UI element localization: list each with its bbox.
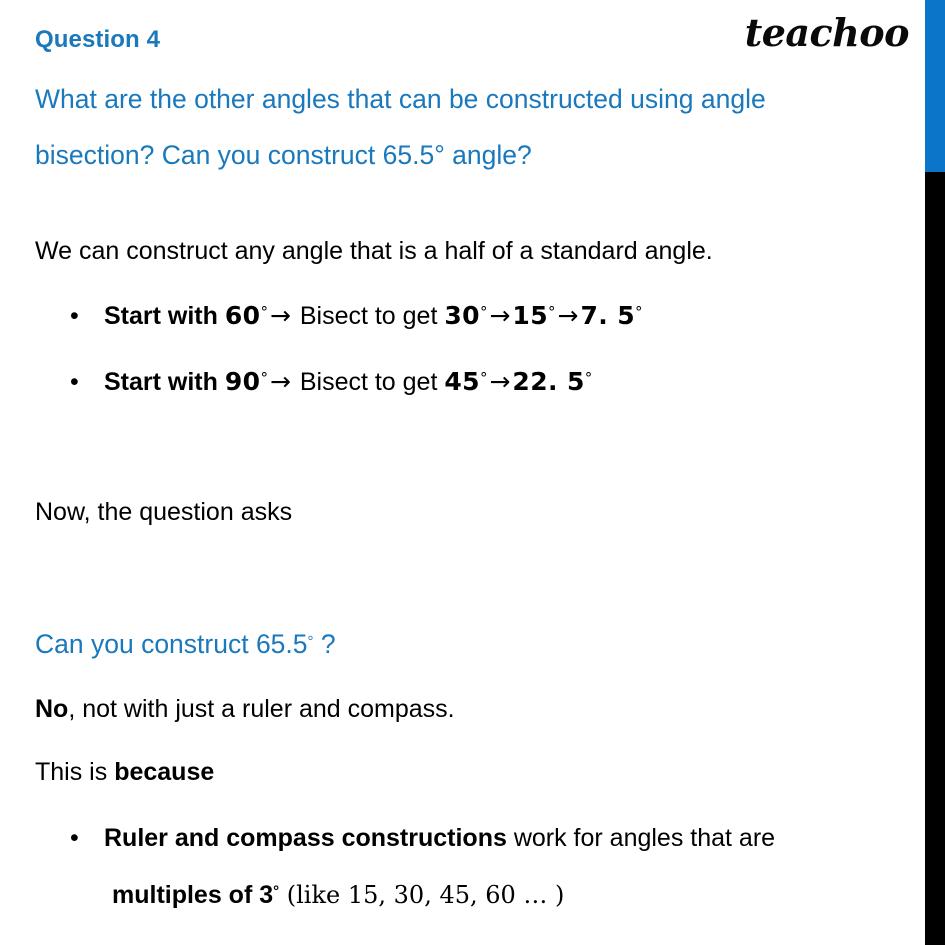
reason-cont-bold: multiples of 3 bbox=[112, 881, 274, 909]
arrow-icon: → bbox=[557, 301, 579, 330]
can-construct-suffix: ? bbox=[313, 629, 336, 659]
bullet-start-with-60 bbox=[70, 301, 643, 331]
bullet-start-with-90 bbox=[70, 367, 592, 397]
bullet-step-2: 15° bbox=[512, 301, 556, 330]
because-prefix: This is bbox=[35, 758, 115, 786]
degree-symbol: ° bbox=[307, 633, 314, 650]
this-is-because-line bbox=[35, 758, 214, 787]
degree-symbol: ° bbox=[273, 883, 280, 900]
bullet-step-2: 22. 5° bbox=[512, 367, 593, 396]
intro-statement: We can construct any angle that is a half of a standard angle. bbox=[35, 237, 713, 265]
bullet-start-value: 60° bbox=[224, 301, 268, 330]
teachoo-logo: teachoo bbox=[744, 10, 909, 55]
right-edge-black-bar bbox=[925, 172, 945, 945]
arrow-icon: → bbox=[489, 367, 511, 396]
bullet-step-3: 7. 5° bbox=[580, 301, 643, 330]
reason-cont-rest: (like 15, 30, 45, 60 … ) bbox=[279, 881, 565, 909]
can-construct-prefix: Can you construct 65.5 bbox=[35, 629, 308, 659]
bullet-dot-icon: • bbox=[70, 824, 79, 852]
bullet-start-value: 90° bbox=[224, 367, 268, 396]
answer-no-bold: No bbox=[35, 695, 69, 723]
arrow-icon: → bbox=[489, 301, 511, 330]
bullet-middle-text: Bisect to get bbox=[292, 368, 445, 396]
bullet-step-1: 30° bbox=[444, 301, 488, 330]
bullet-middle-text: Bisect to get bbox=[292, 302, 445, 330]
bullet-step-1: 45° bbox=[444, 367, 488, 396]
arrow-icon: → bbox=[269, 367, 291, 396]
answer-no-line bbox=[35, 695, 455, 724]
bullet-lead-text: Start with bbox=[104, 302, 225, 330]
reason-rest-text: work for angles that are bbox=[506, 824, 776, 852]
bullet-ruler-and-compass-continuation bbox=[112, 881, 564, 910]
question-label: Question 4 bbox=[35, 26, 161, 53]
right-edge-blue-bar bbox=[925, 0, 945, 172]
bullet-ruler-and-compass bbox=[70, 824, 775, 853]
answer-no-rest: , not with just a ruler and compass. bbox=[68, 695, 455, 723]
question-text-line-2: bisection? Can you construct 65.5° angle? bbox=[35, 140, 532, 170]
now-the-question-asks: Now, the question asks bbox=[35, 498, 293, 526]
bullet-dot-icon: • bbox=[70, 302, 79, 330]
arrow-icon: → bbox=[269, 301, 291, 330]
bullet-lead-text: Start with bbox=[104, 368, 225, 396]
question-text-line-1: What are the other angles that can be constructed using angle bbox=[35, 84, 766, 114]
reason-bold-lead: Ruler and compass constructions bbox=[104, 824, 507, 852]
bullet-dot-icon: • bbox=[70, 368, 79, 396]
can-you-construct-heading bbox=[35, 629, 336, 660]
because-bold: because bbox=[114, 758, 215, 786]
